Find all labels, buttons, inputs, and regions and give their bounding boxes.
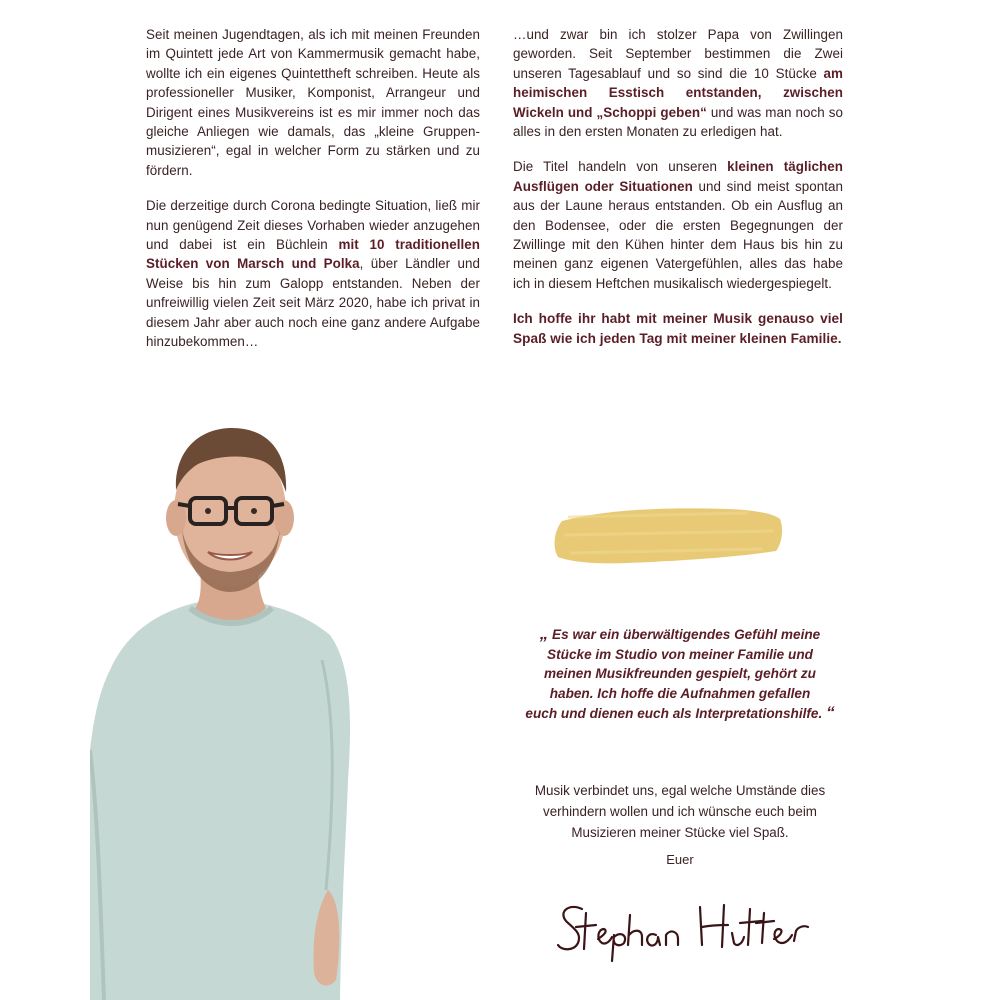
greeting-euer: Euer bbox=[666, 852, 694, 867]
close-quote-mark: “ bbox=[826, 703, 835, 723]
corona-paragraph: Die derzeitige durch Corona bedingte Situation, ließ mir nun genügend Zeit dieses Vorhaben wieder anzugehen und dabei ist ein Büchlein mit 10 traditionellen Stücken von Marsch und Polka, über Ländler und Weise bis hin zum Galopp entstanden. Neben der unfreiwillig vielen Zeit seit März 2020, habe ich privat in diesem Jahr aber auch noch eine ganz andere Aufgabe hinzubekommen… bbox=[146, 198, 480, 350]
intro-paragraph: Seit meinen Jugendtagen, als ich mit meinen Freunden im Quintett jede Art von Kammermusik gemacht habe, wollte ich ein eigenes Quintettheft schreiben. Heute als professioneller Musiker, Komponist, Arrangeur und Dirigent eines Musikvereins ist es mir immer noch das gleiche Anliegen wie damals, das „kleine Gruppen-musizieren“, egal in welcher Form zu stärken und zu fördern. bbox=[146, 27, 480, 178]
outro-text: Musik verbindet uns, egal welche Umstände dies verhindern wollen und ich wünsche euch beim Musizieren meiner Stücke viel Spaß. bbox=[534, 783, 826, 840]
quote-line: euch und dienen euch als Interpretationshilfe. “ bbox=[525, 703, 835, 723]
quote-line: Stücke im Studio von meiner Familie und bbox=[547, 646, 813, 662]
right-text-column bbox=[513, 25, 843, 365]
portrait-image bbox=[90, 420, 360, 1000]
quote-line: „ Es war ein überwältigendes Gefühl meine bbox=[539, 624, 821, 643]
twins-paragraph: …und zwar bin ich stolzer Papa von Zwillingen geworden. Seit September bestimmen die Zwei unseren Tagesablauf und so sind die 10 Stücke am heimischen Esstisch entstanden, zwischen Wickeln und „Schoppi geben“ und was man noch so alles in den ersten Monaten zu erledigen hat. bbox=[513, 27, 843, 140]
open-quote-mark: „ bbox=[539, 624, 549, 643]
titles-paragraph: Die Titel handeln von unseren kleinen täglichen Ausflügen oder Situationen und sind meist spontan aus der Laune heraus entstanden. Ob ein Ausflug an den Bodensee, oder die ersten Begegnungen der Zwillinge mit den Kühen hinter dem Haus bis hin zu meinen ganz eigenen Vatergefühlen, alles das habe ich in diesem Heftchen musikalisch wiedergespiegelt. bbox=[513, 159, 843, 291]
hope-paragraph: Ich hoffe ihr habt mit meiner Musik genauso viel Spaß wie ich jeden Tag mit meiner kleinen Familie. bbox=[513, 311, 843, 347]
highlight-dining-table: am heimischen Esstisch entstanden, zwischen Wickeln und „Schoppi geben“ bbox=[513, 65, 843, 120]
brush-stroke-decoration bbox=[548, 495, 788, 575]
studio-quote bbox=[505, 624, 855, 724]
quote-line: meinen Musikfreunden gespielt, gehört zu bbox=[544, 666, 816, 682]
quote-line: haben. Ich hoffe die Aufnahmen gefallen bbox=[549, 685, 811, 701]
left-text-column bbox=[146, 25, 480, 368]
signature-image bbox=[552, 895, 812, 967]
highlight-daily-trips: kleinen täglichen Ausflügen oder Situationen bbox=[513, 159, 843, 194]
highlight-ten-pieces: mit 10 traditionellen Stücken von Marsch und Polka bbox=[146, 237, 480, 272]
